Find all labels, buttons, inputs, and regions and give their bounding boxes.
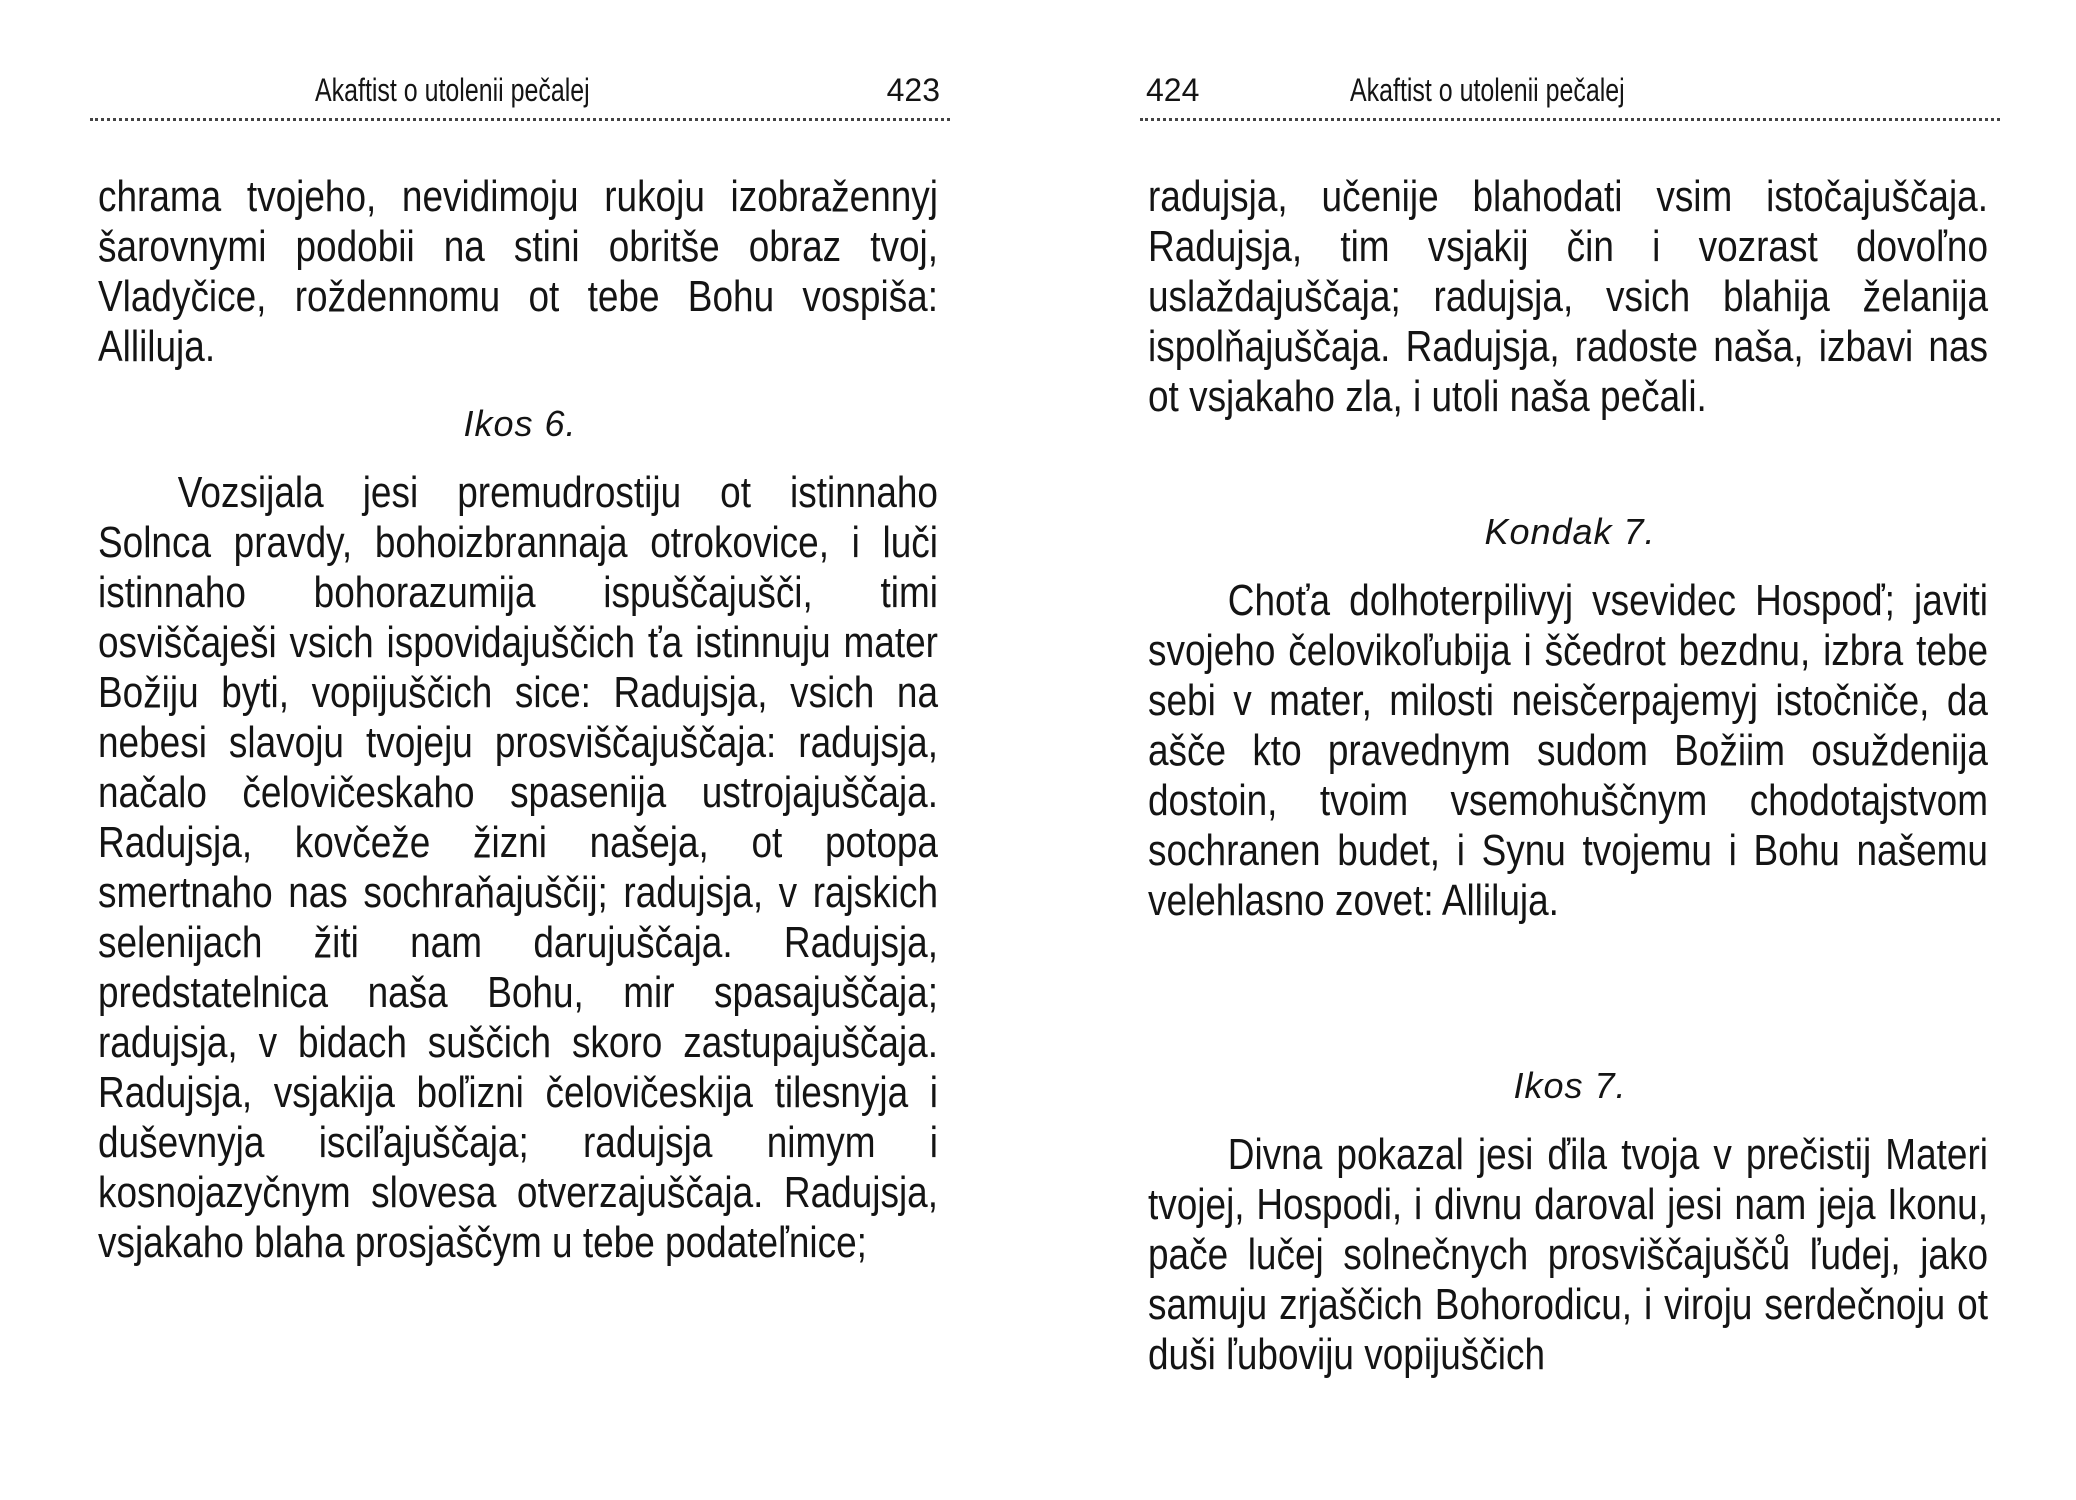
section-heading: Kondak 7.	[1484, 511, 1656, 552]
left-page	[90, 0, 950, 1500]
page-number: 423	[886, 72, 940, 108]
page-number: 424	[1146, 72, 1200, 108]
running-head-left	[90, 62, 950, 121]
body-text	[1148, 576, 1988, 926]
paragraph: chrama tvojeho, nevidimoju rukoju izobražennyj šarovnymi podobii na stini obritše obraz tvoj, Vladyčice, roždennomu ot tebe Bohu vospiša: Alliluja.	[98, 172, 938, 371]
body-text	[98, 468, 938, 1268]
continuation-text	[98, 172, 938, 372]
continuation-text	[1148, 172, 1988, 422]
body-text	[1148, 1130, 1988, 1380]
paragraph: radujsja, učenije blahodati vsim istočajuščaja. Radujsja, tim vsjakij čin i vozrast dovoľno uslaždajuščaja; radujsja, vsich blahija želanija ispolňajuščaja. Radujsja, radoste naša, izbavi nas ot vsjakaho zla, i utoli naša pečali.	[1148, 172, 1988, 421]
section-heading: Ikos 6.	[463, 403, 577, 444]
right-page	[1140, 0, 2000, 1500]
paragraph: Vozsijala jesi premudrostiju ot istinnaho Solnca pravdy, bohoizbrannaja otrokovice, i luči istinnaho bohorazumija ispuščajušči, timi osviščaješi vsich ispovidajuščich ťa istinnuju mater Božiju byti, vopijuščich sice: Radujsja, vsich na nebesi slavoju tvojeju prosviščajuščaja: radujsja, načalo čelovičeskaho spasenija ustrojajuščaja. Radujsja, kovčeže žizni našeja, ot potopa smertnaho nas sochraňajuščij; radujsja, v rajskich selenijach žiti nam darujuščaja. Radujsja, predstatelnica naša Bohu, mir spasajuščaja; radujsja, v bidach suščich skoro zastupajuščaja. Radujsja, vsjakija boľizni čelovičeskija tilesnyja i duševnyja isciľajuščaja; radujsja nimym i kosnojazyčnym slovesa otverzajuščaja. Radujsja, vsjakaho blaha prosjaščym u tebe podateľnice;	[98, 468, 938, 1267]
section-heading: Ikos 7.	[1513, 1065, 1627, 1106]
running-head-right	[1140, 62, 2000, 121]
running-title: Akaftist o utolenii pečalej	[315, 72, 590, 108]
paragraph: Choťa dolhoterpilivyj vsevidec Hospoď; javiti svojeho čelovikoľubija i ščedrot bezdnu, izbra tebe sebi v mater, milosti neisčerpajemyj istočniče, da ašče kto pravednym sudom Božiim osuždenija dostoin, tvoim vsemohuščnym chodotajstvom sochranen budet, i Synu tvojemu i Bohu našemu velehlasno zovet: Alliluja.	[1148, 576, 1988, 925]
running-title: Akaftist o utolenii pečalej	[1350, 72, 1625, 108]
paragraph: Divna pokazal jesi ďila tvoja v prečistij Materi tvojej, Hospodi, i divnu daroval jesi nam jeja Ikonu, pače lučej solnečnych prosviščajuščů ľudej, jako samuju zrjaščich Bohorodicu, i viroju serdečnoju ot duši ľuboviju vopijuščich	[1148, 1130, 1988, 1379]
